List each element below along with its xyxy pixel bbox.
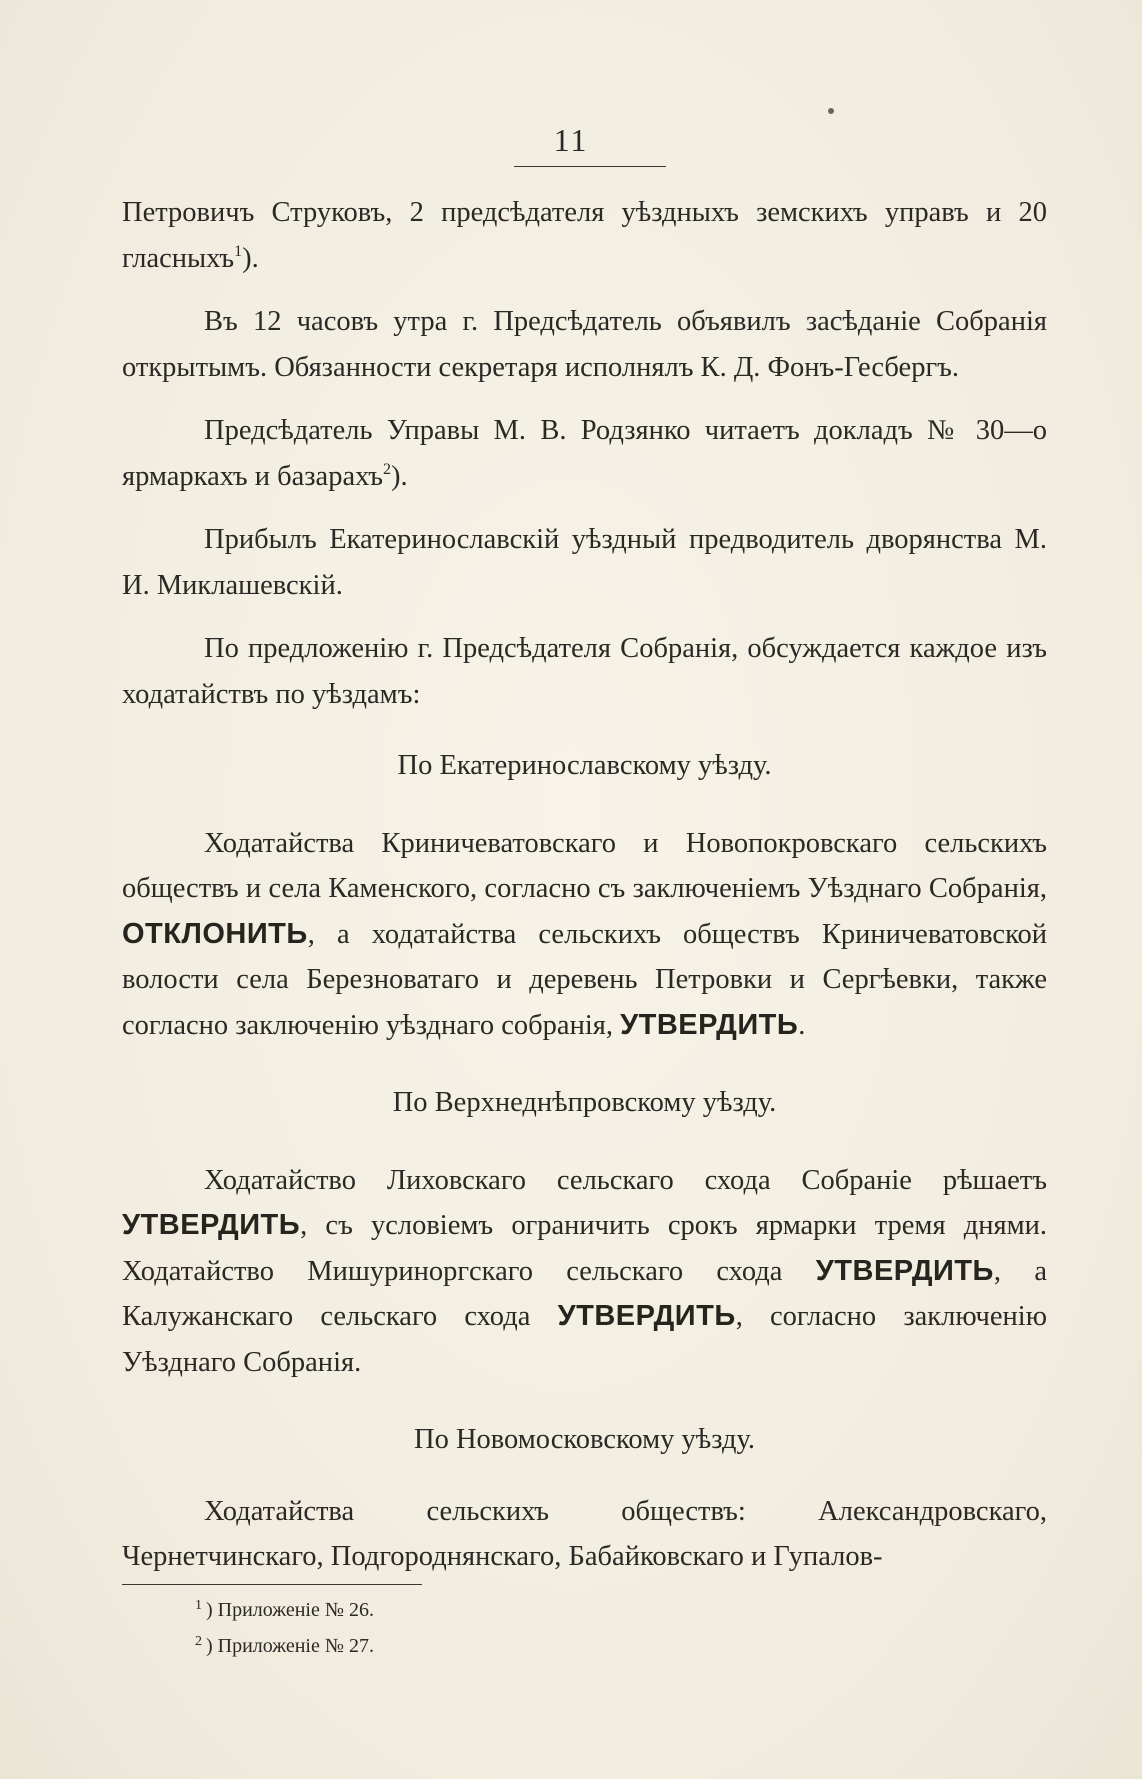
body-paragraph: [122, 626, 1047, 717]
section-heading: По Верхнеднѣпровскому уѣзду.: [392, 1087, 777, 1118]
text-run: По предложенію г. Предсѣдателя Собранія, обсуждается каждое изъ ходатайствъ по уѣздамъ:: [122, 633, 1047, 710]
text-run: Прибылъ Екатеринославскій уѣздный предводитель дворянства М. И. Миклашевскій.: [122, 524, 1047, 601]
footnote-rule: [122, 1584, 422, 1585]
resolution-stamp: УТВЕРДИТЬ: [557, 1300, 736, 1332]
text-run: Въ 12 часовъ утра г. Предсѣдатель объявилъ засѣданіе Собранія открытымъ. Обязанности секретаря исполнялъ К. Д. Фонъ-Гесбергъ.: [122, 306, 1047, 383]
body-paragraph: [122, 299, 1047, 390]
text-run: , согласно заключенію Уѣзднаго Собранія.: [122, 1301, 1048, 1378]
text-run: Ходатайства Криничеватовскаго и Новопокровскаго сельскихъ обществъ и села Каменского, согласно съ заключеніемъ Уѣзднаго Собранія,: [122, 827, 1047, 904]
page-header: [0, 122, 1142, 159]
footnote: [195, 1590, 795, 1626]
footnote-text: ) Приложеніе № 27.: [206, 1635, 374, 1657]
text-run: , а ходатайства сельскихъ обществъ Криничеватовской волости села Березноватаго и деревень Петровки и Сергѣевки, также согласно заключенію уѣзднаго собранія,: [122, 918, 1047, 1041]
footnote-ref: 2: [383, 460, 391, 478]
text-run: .: [798, 1009, 806, 1041]
text-run: Ходатайства сельскихъ обществъ: Александровскаго, Чернетчинскаго, Подгороднянскаго, Бабайковскаго и Гупалов-: [122, 1495, 1047, 1572]
resolution-stamp: УТВЕРДИТЬ: [122, 1209, 301, 1241]
text-run: Ходатайство Лиховскаго сельскаго схода Собраніе рѣшаетъ: [204, 1164, 1047, 1196]
text-run: , съ условіемъ ограничить срокъ ярмарки тремя днями. Ходатайство Мишуриноргскаго сельскаго схода: [122, 1210, 1047, 1287]
page-body: [122, 190, 1047, 1580]
body-paragraph: [122, 517, 1047, 608]
body-paragraph: [122, 1158, 1047, 1386]
text-run: Предсѣдатель Управы М. В. Родзянко читаетъ докладъ № 30—о ярмаркахъ и базарахъ: [122, 415, 1047, 492]
section-heading: По Екатеринославскому уѣзду.: [397, 750, 772, 781]
header-rule: [514, 166, 666, 167]
footnote-ref: 1: [234, 242, 243, 260]
section-heading: По Новомосковскому уѣзду.: [414, 1424, 755, 1455]
body-paragraph: [122, 190, 1047, 281]
page-number: 11: [553, 122, 589, 158]
ink-speck: [828, 108, 834, 114]
text-run: ).: [391, 460, 408, 492]
body-paragraph: [122, 408, 1047, 499]
footnote: [195, 1626, 795, 1662]
footnote-mark: 2: [195, 1634, 202, 1649]
resolution-stamp: УТВЕРДИТЬ: [815, 1254, 994, 1287]
footnote-text: ) Приложеніе № 26.: [206, 1599, 374, 1621]
text-run: Петровичъ Струковъ, 2 предсѣдателя уѣздныхъ земскихъ управъ и 20 гласныхъ: [122, 197, 1047, 274]
footnotes: [195, 1590, 795, 1662]
footnote-mark: 1: [195, 1598, 202, 1613]
body-paragraph: [122, 821, 1047, 1049]
resolution-stamp: УТВЕРДИТЬ: [620, 1008, 799, 1041]
text-run: ).: [242, 242, 259, 274]
body-paragraph: [122, 1489, 1047, 1580]
resolution-stamp: ОТКЛОНИТЬ: [122, 917, 308, 950]
text-run: , а Калужанскаго сельскаго схода: [122, 1255, 1047, 1332]
